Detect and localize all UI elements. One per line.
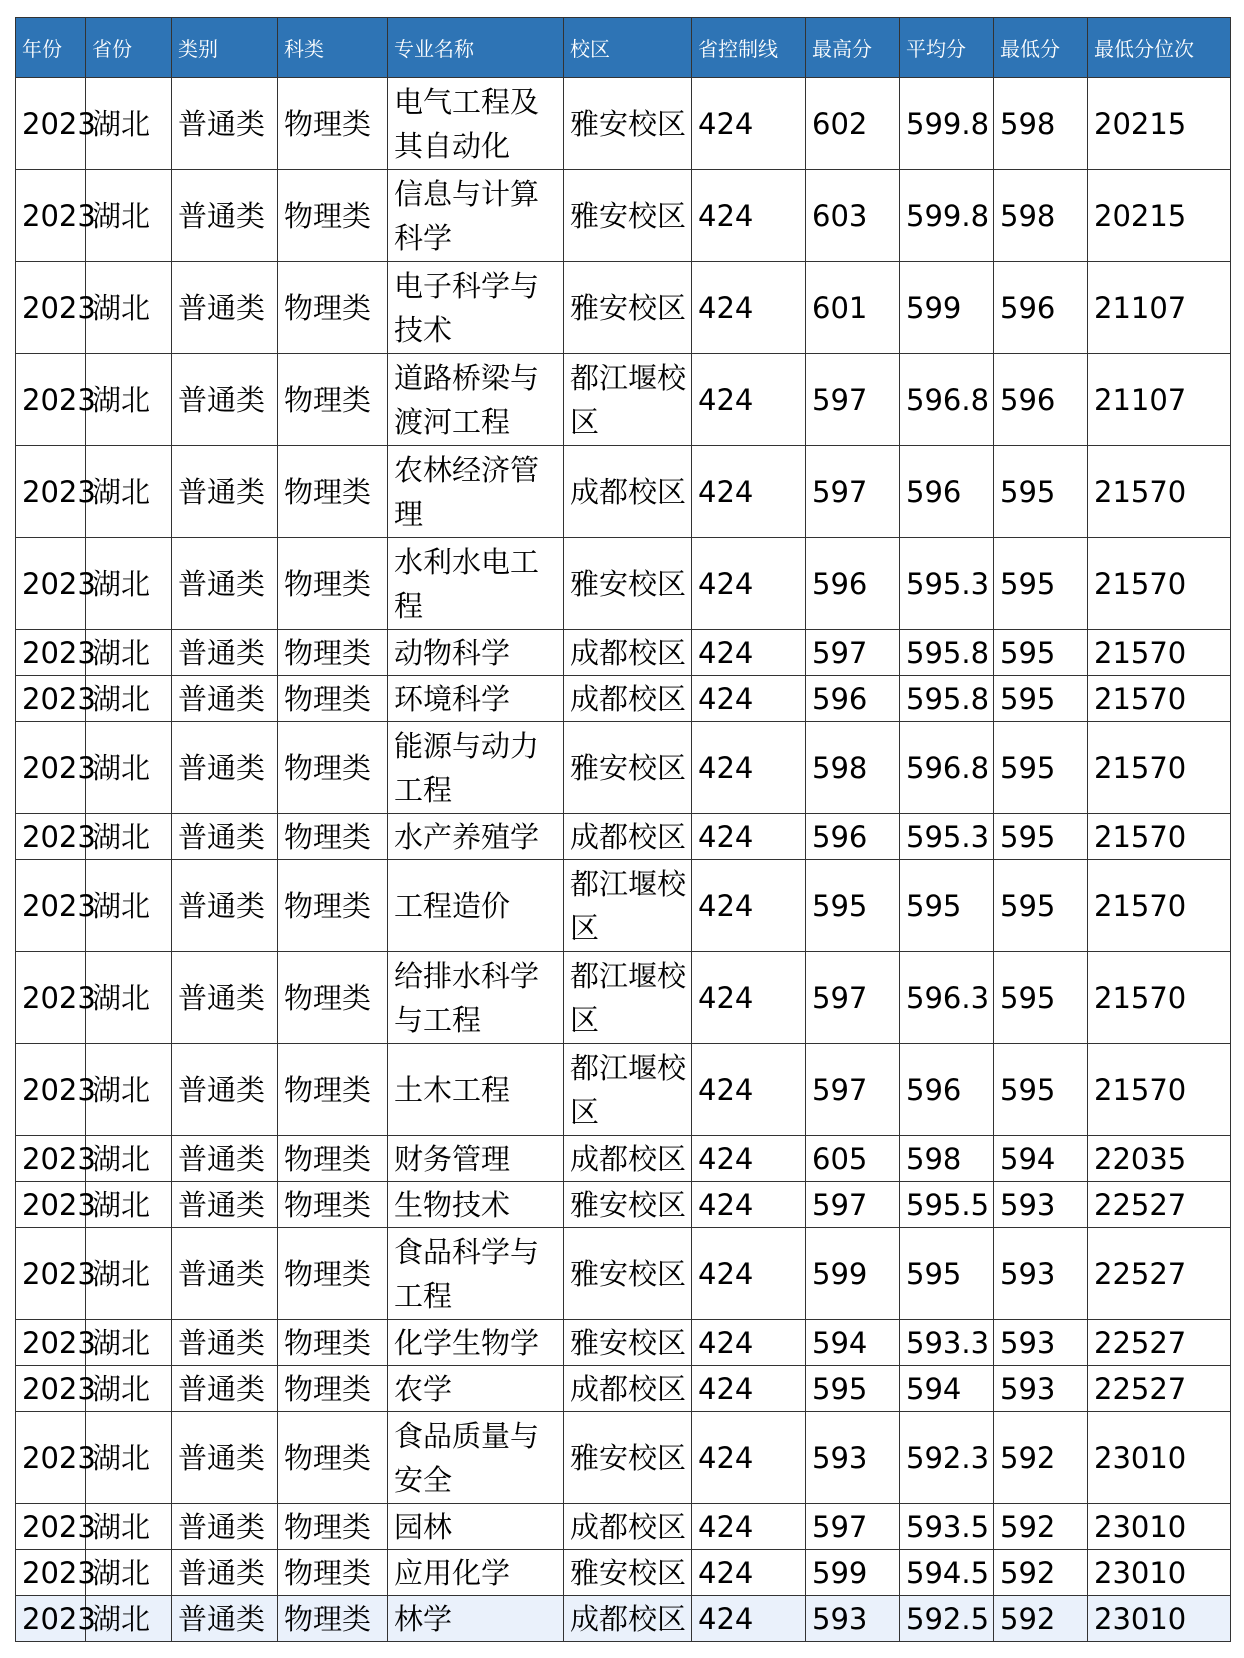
cell-major-name: 环境科学	[388, 676, 564, 722]
cell-lowest-rank: 21570	[1088, 860, 1231, 952]
table-row	[16, 446, 1231, 538]
cell-province: 湖北	[86, 262, 172, 354]
cell-major-name: 园林	[388, 1504, 564, 1550]
cell-year: 2023	[16, 1366, 86, 1412]
cell-year: 2023	[16, 538, 86, 630]
cell-average-score: 596.8	[900, 354, 994, 446]
column-header-category: 类别	[172, 18, 278, 78]
table-row	[16, 952, 1231, 1044]
cell-year: 2023	[16, 1320, 86, 1366]
table-body	[16, 78, 1231, 1642]
cell-average-score: 595.8	[900, 676, 994, 722]
cell-average-score: 599.8	[900, 170, 994, 262]
cell-major-name: 道路桥梁与渡河工程	[388, 354, 564, 446]
cell-average-score: 599.8	[900, 78, 994, 170]
cell-campus: 成都校区	[564, 814, 692, 860]
cell-highest-score: 597	[806, 1182, 900, 1228]
cell-year: 2023	[16, 354, 86, 446]
cell-highest-score: 597	[806, 952, 900, 1044]
cell-major-name: 化学生物学	[388, 1320, 564, 1366]
cell-year: 2023	[16, 676, 86, 722]
cell-year: 2023	[16, 1044, 86, 1136]
cell-province-control-line: 424	[692, 354, 806, 446]
cell-province: 湖北	[86, 78, 172, 170]
table-row	[16, 722, 1231, 814]
cell-category: 普通类	[172, 630, 278, 676]
cell-lowest-rank: 21570	[1088, 538, 1231, 630]
cell-major-name: 食品质量与安全	[388, 1412, 564, 1504]
cell-province: 湖北	[86, 814, 172, 860]
cell-campus: 都江堰校区	[564, 1044, 692, 1136]
cell-subject-type: 物理类	[278, 538, 388, 630]
table-row	[16, 1320, 1231, 1366]
cell-category: 普通类	[172, 78, 278, 170]
cell-lowest-score: 594	[994, 1136, 1088, 1182]
cell-lowest-rank: 21107	[1088, 354, 1231, 446]
cell-category: 普通类	[172, 676, 278, 722]
cell-campus: 雅安校区	[564, 1182, 692, 1228]
cell-major-name: 信息与计算科学	[388, 170, 564, 262]
cell-year: 2023	[16, 262, 86, 354]
table-row	[16, 1182, 1231, 1228]
cell-highest-score: 597	[806, 446, 900, 538]
cell-category: 普通类	[172, 1182, 278, 1228]
cell-category: 普通类	[172, 1136, 278, 1182]
cell-highest-score: 603	[806, 170, 900, 262]
cell-category: 普通类	[172, 1596, 278, 1642]
table-row	[16, 1550, 1231, 1596]
cell-lowest-score: 592	[994, 1550, 1088, 1596]
cell-average-score: 599	[900, 262, 994, 354]
cell-province-control-line: 424	[692, 1550, 806, 1596]
cell-province: 湖北	[86, 1228, 172, 1320]
cell-subject-type: 物理类	[278, 170, 388, 262]
cell-campus: 成都校区	[564, 446, 692, 538]
cell-province-control-line: 424	[692, 1504, 806, 1550]
cell-campus: 雅安校区	[564, 262, 692, 354]
cell-province: 湖北	[86, 952, 172, 1044]
cell-major-name: 动物科学	[388, 630, 564, 676]
column-header-subject-type: 科类	[278, 18, 388, 78]
cell-highest-score: 601	[806, 262, 900, 354]
cell-average-score: 596	[900, 446, 994, 538]
table-row	[16, 1504, 1231, 1550]
cell-lowest-rank: 21570	[1088, 630, 1231, 676]
cell-subject-type: 物理类	[278, 1136, 388, 1182]
cell-campus: 雅安校区	[564, 538, 692, 630]
cell-average-score: 594	[900, 1366, 994, 1412]
cell-major-name: 水利水电工程	[388, 538, 564, 630]
cell-major-name: 林学	[388, 1596, 564, 1642]
cell-province: 湖北	[86, 1412, 172, 1504]
cell-province: 湖北	[86, 630, 172, 676]
cell-lowest-score: 596	[994, 354, 1088, 446]
table-header-row	[16, 18, 1231, 78]
cell-subject-type: 物理类	[278, 676, 388, 722]
cell-average-score: 594.5	[900, 1550, 994, 1596]
cell-highest-score: 599	[806, 1550, 900, 1596]
cell-category: 普通类	[172, 1044, 278, 1136]
cell-year: 2023	[16, 860, 86, 952]
cell-major-name: 能源与动力工程	[388, 722, 564, 814]
cell-province: 湖北	[86, 1366, 172, 1412]
cell-category: 普通类	[172, 1366, 278, 1412]
cell-province-control-line: 424	[692, 262, 806, 354]
cell-major-name: 工程造价	[388, 860, 564, 952]
cell-campus: 雅安校区	[564, 170, 692, 262]
cell-category: 普通类	[172, 354, 278, 446]
cell-province-control-line: 424	[692, 860, 806, 952]
cell-province: 湖北	[86, 446, 172, 538]
cell-year: 2023	[16, 78, 86, 170]
cell-province: 湖北	[86, 1044, 172, 1136]
cell-subject-type: 物理类	[278, 722, 388, 814]
cell-average-score: 595	[900, 1228, 994, 1320]
table-row	[16, 262, 1231, 354]
cell-lowest-rank: 22527	[1088, 1228, 1231, 1320]
cell-subject-type: 物理类	[278, 630, 388, 676]
cell-campus: 成都校区	[564, 1504, 692, 1550]
cell-campus: 雅安校区	[564, 1320, 692, 1366]
cell-province-control-line: 424	[692, 1412, 806, 1504]
cell-province: 湖北	[86, 1136, 172, 1182]
cell-year: 2023	[16, 446, 86, 538]
cell-province: 湖北	[86, 170, 172, 262]
cell-major-name: 农学	[388, 1366, 564, 1412]
cell-subject-type: 物理类	[278, 1550, 388, 1596]
cell-year: 2023	[16, 1182, 86, 1228]
cell-province: 湖北	[86, 860, 172, 952]
cell-lowest-rank: 23010	[1088, 1596, 1231, 1642]
cell-lowest-score: 598	[994, 170, 1088, 262]
cell-highest-score: 594	[806, 1320, 900, 1366]
cell-category: 普通类	[172, 1228, 278, 1320]
cell-province-control-line: 424	[692, 446, 806, 538]
cell-category: 普通类	[172, 1550, 278, 1596]
cell-lowest-rank: 20215	[1088, 170, 1231, 262]
cell-province-control-line: 424	[692, 1182, 806, 1228]
cell-highest-score: 596	[806, 676, 900, 722]
cell-lowest-score: 598	[994, 78, 1088, 170]
cell-subject-type: 物理类	[278, 78, 388, 170]
cell-highest-score: 593	[806, 1412, 900, 1504]
cell-major-name: 财务管理	[388, 1136, 564, 1182]
cell-category: 普通类	[172, 446, 278, 538]
cell-campus: 雅安校区	[564, 1228, 692, 1320]
cell-subject-type: 物理类	[278, 1228, 388, 1320]
cell-lowest-rank: 22527	[1088, 1366, 1231, 1412]
cell-year: 2023	[16, 1136, 86, 1182]
cell-province-control-line: 424	[692, 630, 806, 676]
cell-campus: 雅安校区	[564, 1550, 692, 1596]
table-row	[16, 538, 1231, 630]
cell-subject-type: 物理类	[278, 1320, 388, 1366]
cell-lowest-rank: 21570	[1088, 1044, 1231, 1136]
cell-lowest-rank: 21570	[1088, 446, 1231, 538]
cell-major-name: 生物技术	[388, 1182, 564, 1228]
table-row	[16, 814, 1231, 860]
cell-campus: 成都校区	[564, 676, 692, 722]
cell-lowest-score: 595	[994, 952, 1088, 1044]
cell-province-control-line: 424	[692, 1136, 806, 1182]
column-header-highest-score: 最高分	[806, 18, 900, 78]
cell-province-control-line: 424	[692, 1366, 806, 1412]
cell-campus: 成都校区	[564, 630, 692, 676]
table-row	[16, 1366, 1231, 1412]
cell-highest-score: 593	[806, 1596, 900, 1642]
cell-province-control-line: 424	[692, 1044, 806, 1136]
cell-average-score: 596	[900, 1044, 994, 1136]
cell-average-score: 596.3	[900, 952, 994, 1044]
cell-highest-score: 595	[806, 860, 900, 952]
cell-highest-score: 596	[806, 538, 900, 630]
cell-lowest-score: 593	[994, 1182, 1088, 1228]
cell-lowest-rank: 23010	[1088, 1412, 1231, 1504]
cell-province: 湖北	[86, 354, 172, 446]
cell-average-score: 592.5	[900, 1596, 994, 1642]
cell-subject-type: 物理类	[278, 814, 388, 860]
cell-lowest-score: 593	[994, 1320, 1088, 1366]
cell-province-control-line: 424	[692, 1320, 806, 1366]
column-header-average-score: 平均分	[900, 18, 994, 78]
cell-subject-type: 物理类	[278, 446, 388, 538]
cell-major-name: 水产养殖学	[388, 814, 564, 860]
cell-province-control-line: 424	[692, 1228, 806, 1320]
cell-province: 湖北	[86, 1320, 172, 1366]
cell-highest-score: 605	[806, 1136, 900, 1182]
cell-subject-type: 物理类	[278, 1596, 388, 1642]
cell-campus: 雅安校区	[564, 722, 692, 814]
cell-average-score: 593.5	[900, 1504, 994, 1550]
cell-lowest-score: 595	[994, 860, 1088, 952]
table-row	[16, 860, 1231, 952]
cell-province: 湖北	[86, 538, 172, 630]
cell-campus: 成都校区	[564, 1136, 692, 1182]
cell-campus: 成都校区	[564, 1596, 692, 1642]
cell-highest-score: 597	[806, 1504, 900, 1550]
cell-lowest-rank: 21107	[1088, 262, 1231, 354]
cell-year: 2023	[16, 1412, 86, 1504]
cell-major-name: 给排水科学与工程	[388, 952, 564, 1044]
cell-major-name: 土木工程	[388, 1044, 564, 1136]
cell-lowest-score: 595	[994, 538, 1088, 630]
cell-category: 普通类	[172, 538, 278, 630]
cell-major-name: 电气工程及其自动化	[388, 78, 564, 170]
cell-year: 2023	[16, 1550, 86, 1596]
cell-campus: 都江堰校区	[564, 354, 692, 446]
column-header-province-control-line: 省控制线	[692, 18, 806, 78]
cell-lowest-score: 593	[994, 1366, 1088, 1412]
cell-lowest-rank: 21570	[1088, 952, 1231, 1044]
cell-average-score: 598	[900, 1136, 994, 1182]
cell-average-score: 595.3	[900, 538, 994, 630]
cell-major-name: 农林经济管理	[388, 446, 564, 538]
cell-campus: 都江堰校区	[564, 860, 692, 952]
cell-category: 普通类	[172, 1412, 278, 1504]
cell-average-score: 595.8	[900, 630, 994, 676]
cell-province-control-line: 424	[692, 170, 806, 262]
table-row	[16, 354, 1231, 446]
cell-province: 湖北	[86, 1182, 172, 1228]
cell-campus: 雅安校区	[564, 1412, 692, 1504]
cell-highest-score: 597	[806, 630, 900, 676]
cell-year: 2023	[16, 630, 86, 676]
cell-category: 普通类	[172, 952, 278, 1044]
table-row	[16, 1596, 1231, 1642]
cell-category: 普通类	[172, 860, 278, 952]
cell-province-control-line: 424	[692, 676, 806, 722]
cell-province: 湖北	[86, 1504, 172, 1550]
column-header-lowest-score: 最低分	[994, 18, 1088, 78]
cell-category: 普通类	[172, 1320, 278, 1366]
column-header-major-name: 专业名称	[388, 18, 564, 78]
column-header-lowest-rank: 最低分位次	[1088, 18, 1231, 78]
table-row	[16, 630, 1231, 676]
cell-province: 湖北	[86, 722, 172, 814]
column-header-province: 省份	[86, 18, 172, 78]
cell-lowest-rank: 21570	[1088, 814, 1231, 860]
cell-lowest-score: 595	[994, 630, 1088, 676]
cell-lowest-score: 593	[994, 1228, 1088, 1320]
cell-subject-type: 物理类	[278, 1044, 388, 1136]
cell-subject-type: 物理类	[278, 354, 388, 446]
cell-category: 普通类	[172, 814, 278, 860]
cell-highest-score: 597	[806, 354, 900, 446]
table-row	[16, 1044, 1231, 1136]
cell-subject-type: 物理类	[278, 952, 388, 1044]
cell-year: 2023	[16, 1596, 86, 1642]
cell-year: 2023	[16, 952, 86, 1044]
cell-campus: 雅安校区	[564, 78, 692, 170]
table-row	[16, 78, 1231, 170]
cell-lowest-rank: 23010	[1088, 1504, 1231, 1550]
cell-campus: 都江堰校区	[564, 952, 692, 1044]
cell-province-control-line: 424	[692, 78, 806, 170]
cell-province: 湖北	[86, 676, 172, 722]
cell-lowest-rank: 21570	[1088, 722, 1231, 814]
cell-lowest-score: 595	[994, 814, 1088, 860]
cell-subject-type: 物理类	[278, 1412, 388, 1504]
cell-province: 湖北	[86, 1550, 172, 1596]
cell-average-score: 593.3	[900, 1320, 994, 1366]
cell-province-control-line: 424	[692, 1596, 806, 1642]
table-row	[16, 1412, 1231, 1504]
cell-subject-type: 物理类	[278, 1504, 388, 1550]
cell-lowest-score: 592	[994, 1596, 1088, 1642]
cell-average-score: 595.5	[900, 1182, 994, 1228]
cell-lowest-score: 592	[994, 1412, 1088, 1504]
table-row	[16, 170, 1231, 262]
cell-subject-type: 物理类	[278, 262, 388, 354]
cell-lowest-score: 595	[994, 446, 1088, 538]
admission-scores-table	[15, 17, 1231, 1642]
cell-year: 2023	[16, 814, 86, 860]
cell-province-control-line: 424	[692, 722, 806, 814]
cell-category: 普通类	[172, 170, 278, 262]
cell-subject-type: 物理类	[278, 860, 388, 952]
cell-subject-type: 物理类	[278, 1182, 388, 1228]
cell-lowest-rank: 22527	[1088, 1320, 1231, 1366]
cell-highest-score: 598	[806, 722, 900, 814]
cell-subject-type: 物理类	[278, 1366, 388, 1412]
cell-average-score: 595	[900, 860, 994, 952]
cell-highest-score: 595	[806, 1366, 900, 1412]
cell-major-name: 电子科学与技术	[388, 262, 564, 354]
cell-lowest-rank: 20215	[1088, 78, 1231, 170]
cell-province-control-line: 424	[692, 814, 806, 860]
cell-year: 2023	[16, 170, 86, 262]
cell-highest-score: 597	[806, 1044, 900, 1136]
cell-category: 普通类	[172, 722, 278, 814]
table-row	[16, 676, 1231, 722]
cell-lowest-score: 595	[994, 676, 1088, 722]
cell-highest-score: 596	[806, 814, 900, 860]
cell-lowest-score: 592	[994, 1504, 1088, 1550]
cell-category: 普通类	[172, 262, 278, 354]
cell-average-score: 596.8	[900, 722, 994, 814]
cell-major-name: 应用化学	[388, 1550, 564, 1596]
table-row	[16, 1228, 1231, 1320]
cell-lowest-score: 596	[994, 262, 1088, 354]
cell-highest-score: 599	[806, 1228, 900, 1320]
cell-lowest-rank: 22035	[1088, 1136, 1231, 1182]
cell-year: 2023	[16, 722, 86, 814]
cell-average-score: 595.3	[900, 814, 994, 860]
cell-highest-score: 602	[806, 78, 900, 170]
cell-lowest-score: 595	[994, 722, 1088, 814]
table-row	[16, 1136, 1231, 1182]
cell-year: 2023	[16, 1228, 86, 1320]
cell-lowest-score: 595	[994, 1044, 1088, 1136]
cell-lowest-rank: 23010	[1088, 1550, 1231, 1596]
column-header-campus: 校区	[564, 18, 692, 78]
cell-lowest-rank: 22527	[1088, 1182, 1231, 1228]
cell-year: 2023	[16, 1504, 86, 1550]
cell-major-name: 食品科学与工程	[388, 1228, 564, 1320]
cell-province: 湖北	[86, 1596, 172, 1642]
cell-campus: 成都校区	[564, 1366, 692, 1412]
cell-province-control-line: 424	[692, 538, 806, 630]
cell-lowest-rank: 21570	[1088, 676, 1231, 722]
cell-average-score: 592.3	[900, 1412, 994, 1504]
cell-province-control-line: 424	[692, 952, 806, 1044]
cell-category: 普通类	[172, 1504, 278, 1550]
column-header-year: 年份	[16, 18, 86, 78]
